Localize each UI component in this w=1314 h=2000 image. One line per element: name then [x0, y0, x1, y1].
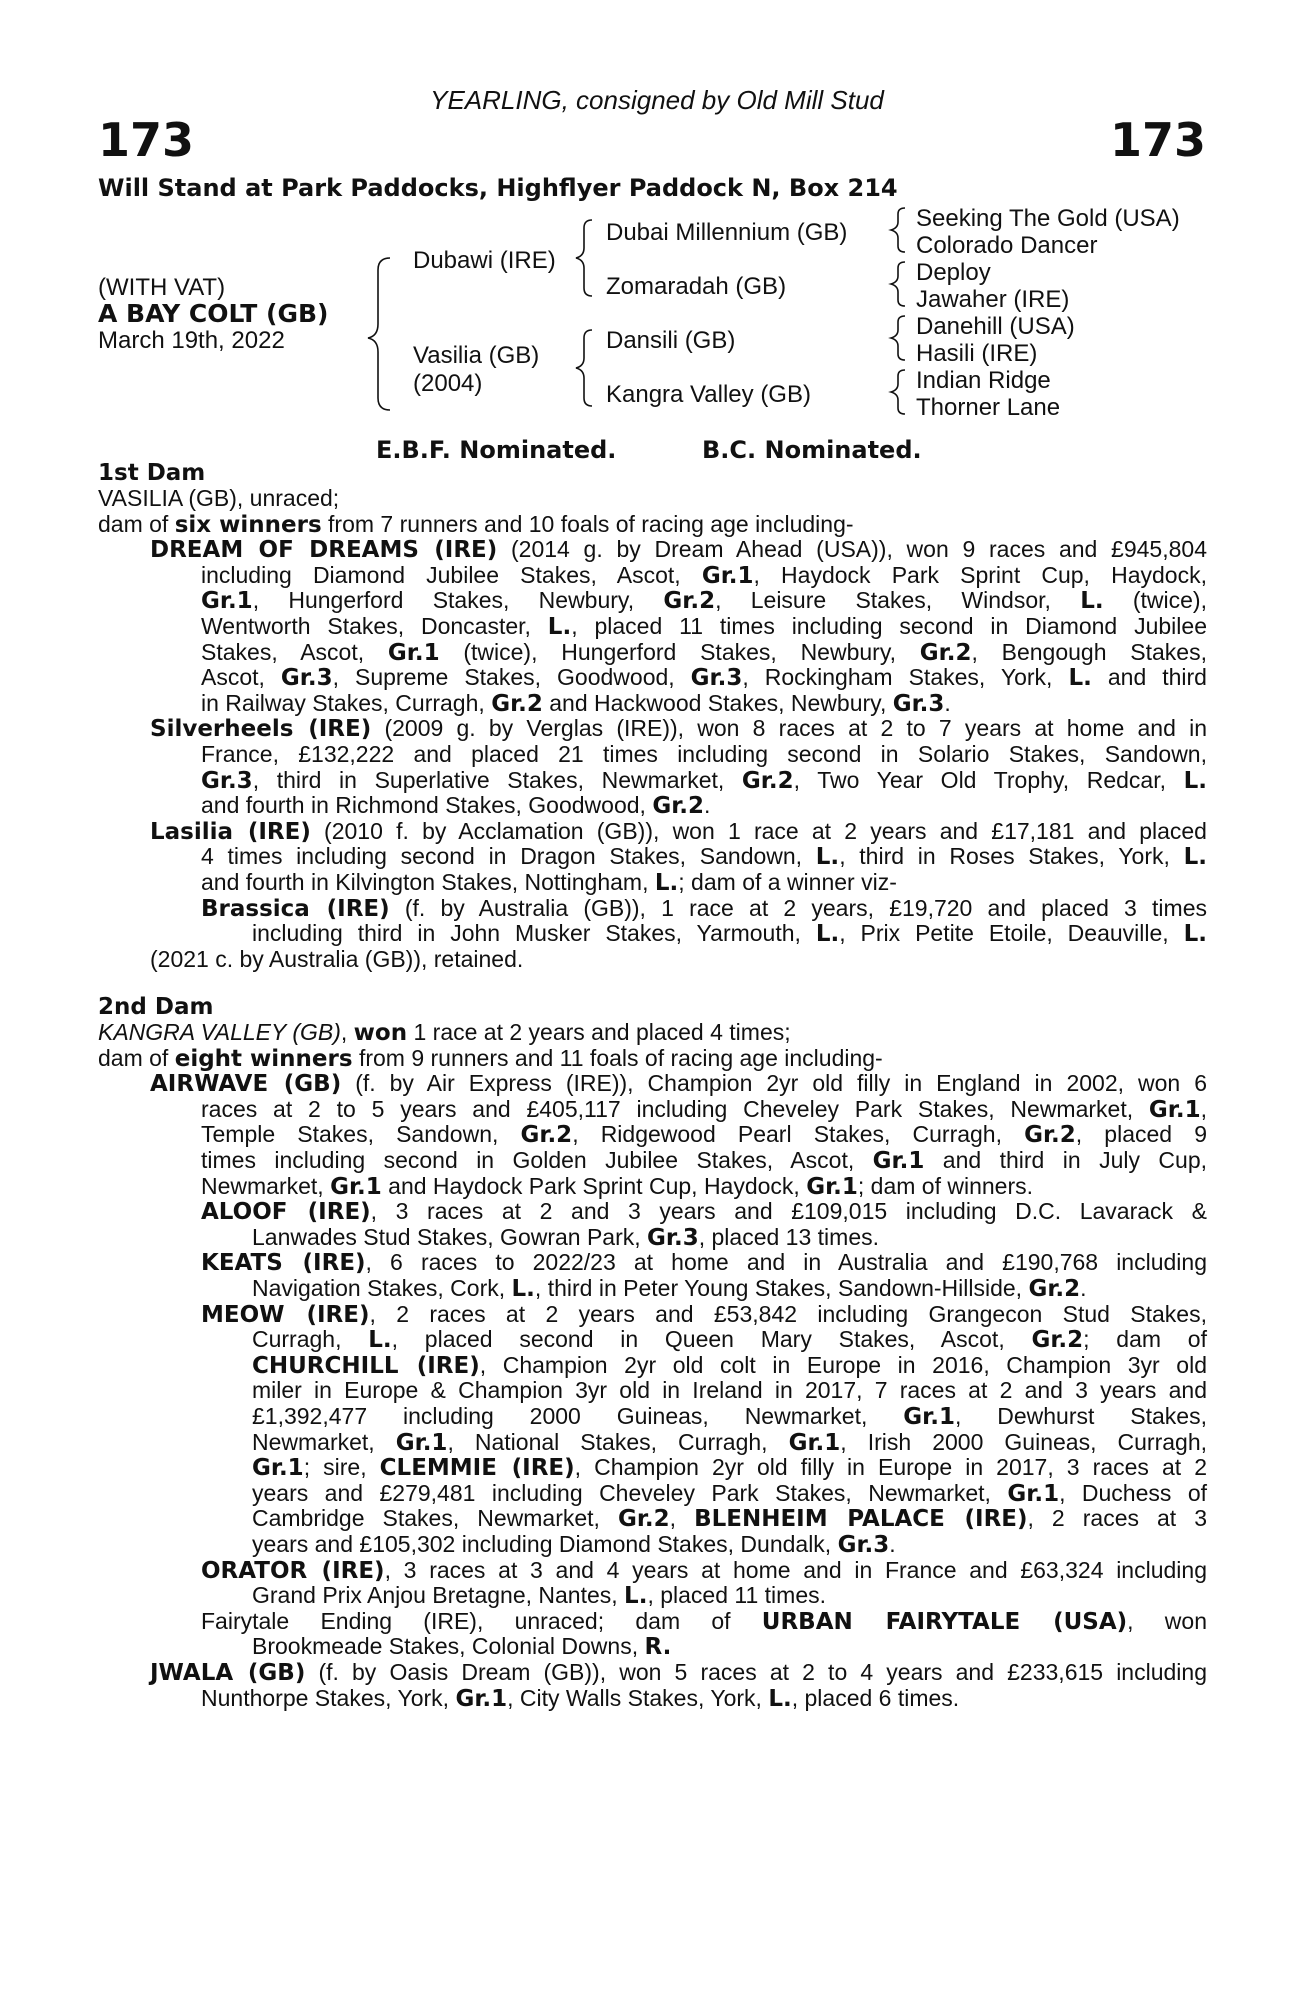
g3-ancestor: Thorner Lane	[916, 394, 1061, 421]
second-dam-line: Navigation Stakes, Cork, L., third in Peter Young Stakes, Sandown-Hillside, Gr.2.	[252, 1275, 1087, 1302]
first-dam-line: Ascot, Gr.3, Supreme Stakes, Goodwood, Gr.3, Rockingham Stakes, York, L. and third	[201, 664, 1207, 692]
foaling-date: March 19th, 2022	[98, 327, 285, 354]
second-dam-title: 2nd Dam	[98, 994, 214, 1020]
g3-ancestor: Danehill (USA)	[916, 313, 1075, 340]
second-dam-line: ORATOR (IRE), 3 races at 3 and 4 years at home and in France and £63,324 including	[201, 1556, 1207, 1584]
second-dam-line: miler in Europe & Champion 3yr old in Ireland in 2017, 7 races at 2 and 3 years and	[252, 1377, 1207, 1404]
first-dam-line: and fourth in Richmond Stakes, Goodwood, Gr.2.	[201, 792, 711, 820]
second-dam-line: Nunthorpe Stakes, York, Gr.1, City Walls Stakes, York, L., placed 6 times.	[201, 1684, 960, 1712]
second-dam-line: JWALA (GB) (f. by Oasis Dream (GB)), won 5 races at 2 to 4 years and £233,615 including	[150, 1659, 1207, 1686]
second-dam-line: times including second in Golden Jubilee Stakes, Ascot, Gr.1 and third in July Cup,	[201, 1147, 1208, 1174]
second-dam-line: Curragh, L., placed second in Queen Mary Stakes, Ascot, Gr.2; dam of	[252, 1326, 1207, 1354]
g3-ancestor: Indian Ridge	[916, 367, 1051, 394]
second-dam-line: Lanwades Stud Stakes, Gowran Park, Gr.3, placed 13 times.	[252, 1223, 879, 1251]
first-dam-line: VASILIA (GB), unraced;	[98, 485, 340, 511]
horse-name: A BAY COLT (GB)	[98, 299, 329, 328]
second-dam-line: Grand Prix Anjou Bretagne, Nantes, L., placed 11 times.	[252, 1582, 827, 1610]
first-dam-line: Gr.3, third in Superlative Stakes, Newmarket, Gr.2, Two Year Old Trophy, Redcar, L.	[201, 766, 1208, 794]
dam-year: (2004)	[413, 370, 483, 397]
lot-number-left: 173	[98, 113, 195, 167]
g3-ancestor: Jawaher (IRE)	[916, 286, 1070, 313]
first-dam-line: (2021 c. by Australia (GB)), retained.	[150, 945, 524, 972]
first-dam-title: 1st Dam	[98, 460, 206, 486]
g3-ancestor: Hasili (IRE)	[916, 340, 1038, 367]
second-dam-line: KANGRA VALLEY (GB), won 1 race at 2 years and placed 4 times;	[98, 1019, 791, 1046]
ebf-nomination: E.B.F. Nominated.	[376, 436, 617, 464]
second-dam-line: £1,392,477 including 2000 Guineas, Newmarket, Gr.1, Dewhurst Stakes,	[252, 1403, 1207, 1430]
first-dam-line: France, £132,222 and placed 21 times including second in Solario Stakes, Sandown,	[201, 741, 1207, 767]
first-dam-line: 4 times including second in Dragon Stakes, Sandown, L., third in Roses Stakes, York, L.	[201, 843, 1207, 871]
first-dam-line: Gr.1, Hungerford Stakes, Newbury, Gr.2, Leisure Stakes, Windsor, L. (twice),	[201, 587, 1207, 615]
first-dam-line: and fourth in Kilvington Stakes, Nottingham, L.; dam of a winner viz-	[201, 869, 897, 896]
first-dam-line: Silverheels (IRE) (2009 g. by Verglas (IRE)), won 8 races at 2 to 7 years at home and in	[150, 715, 1207, 743]
first-dam-line: DREAM OF DREAMS (IRE) (2014 g. by Dream Ahead (USA)), won 9 races and £945,804	[150, 536, 1207, 564]
second-dam-line: ALOOF (IRE), 3 races at 2 and 3 years and £109,015 including D.C. Lavarack &	[201, 1198, 1207, 1226]
second-dam-line: Cambridge Stakes, Newmarket, Gr.2, BLENHEIM PALACE (IRE), 2 races at 3	[252, 1505, 1207, 1533]
second-dam-line: years and £279,481 including Cheveley Park Stakes, Newmarket, Gr.1, Duchess of	[252, 1479, 1208, 1507]
g3-ancestor: Deploy	[916, 259, 991, 286]
second-dam-line: MEOW (IRE), 2 races at 2 years and £53,842 including Grangecon Stud Stakes,	[201, 1300, 1207, 1328]
bc-nomination: B.C. Nominated.	[702, 436, 922, 464]
first-dam-line: in Railway Stakes, Curragh, Gr.2 and Hackwood Stakes, Newbury, Gr.3.	[201, 689, 951, 717]
grandsire-paternal: Dubai Millennium (GB)	[606, 219, 848, 246]
dam-name: Vasilia (GB)	[413, 342, 540, 369]
first-dam-line: Wentworth Stakes, Doncaster, L., placed 11 times including second in Diamond Jubilee	[201, 613, 1207, 640]
first-dam-line: Lasilia (IRE) (2010 f. by Acclamation (GB)), won 1 race at 2 years and £17,181 and placed	[150, 817, 1207, 845]
g3-ancestor: Colorado Dancer	[916, 232, 1098, 259]
second-dam-line: Brookmeade Stakes, Colonial Downs, R.	[252, 1633, 672, 1661]
g3-ancestor: Seeking The Gold (USA)	[916, 205, 1180, 232]
second-dam-line: CHURCHILL (IRE), Champion 2yr old colt in Europe in 2016, Champion 3yr old	[252, 1351, 1207, 1379]
first-dam-line: dam of six winners from 7 runners and 10 foals of racing age including-	[98, 510, 854, 538]
lot-number-right: 173	[1109, 113, 1206, 167]
second-dam-line: KEATS (IRE), 6 races to 2022/23 at home and in Australia and £190,768 including	[201, 1249, 1207, 1277]
sire-name: Dubawi (IRE)	[413, 247, 556, 274]
granddam-maternal: Kangra Valley (GB)	[606, 381, 811, 408]
vat-note: (WITH VAT)	[98, 274, 226, 301]
first-dam-line: including third in John Musker Stakes, Yarmouth, L., Prix Petite Etoile, Deauville, L.	[252, 920, 1207, 948]
second-dam-line: Newmarket, Gr.1, National Stakes, Curragh, Gr.1, Irish 2000 Guineas, Curragh,	[252, 1428, 1208, 1456]
second-dam-line: Newmarket, Gr.1 and Haydock Park Sprint Cup, Haydock, Gr.1; dam of winners.	[201, 1172, 1034, 1200]
second-dam-line: Gr.1; sire, CLEMMIE (IRE), Champion 2yr old filly in Europe in 2017, 3 races at 2	[252, 1454, 1207, 1482]
second-dam-line: AIRWAVE (GB) (f. by Air Express (IRE)), Champion 2yr old filly in England in 2002, won 6	[150, 1070, 1207, 1098]
granddam-paternal: Zomaradah (GB)	[606, 273, 787, 300]
second-dam-line: Fairytale Ending (IRE), unraced; dam of URBAN FAIRYTALE (USA), won	[201, 1607, 1207, 1635]
second-dam-line: Temple Stakes, Sandown, Gr.2, Ridgewood Pearl Stakes, Curragh, Gr.2, placed 9	[201, 1121, 1207, 1149]
stand-location: Will Stand at Park Paddocks, Highflyer Paddock N, Box 214	[98, 174, 898, 202]
grandsire-maternal: Dansili (GB)	[606, 327, 736, 354]
second-dam-line: years and £105,302 including Diamond Stakes, Dundalk, Gr.3.	[252, 1531, 896, 1558]
first-dam-line: including Diamond Jubilee Stakes, Ascot, Gr.1, Haydock Park Sprint Cup, Haydock,	[201, 561, 1207, 589]
first-dam-line: Brassica (IRE) (f. by Australia (GB)), 1 race at 2 years, £19,720 and placed 3 times	[201, 894, 1207, 922]
consignment-line: YEARLING, consigned by Old Mill Stud	[430, 85, 884, 115]
second-dam-line: races at 2 to 5 years and £405,117 including Cheveley Park Stakes, Newmarket, Gr.1,	[201, 1095, 1207, 1123]
first-dam-line: Stakes, Ascot, Gr.1 (twice), Hungerford Stakes, Newbury, Gr.2, Bengough Stakes,	[201, 638, 1207, 666]
second-dam-line: dam of eight winners from 9 runners and 11 foals of racing age including-	[98, 1044, 883, 1072]
